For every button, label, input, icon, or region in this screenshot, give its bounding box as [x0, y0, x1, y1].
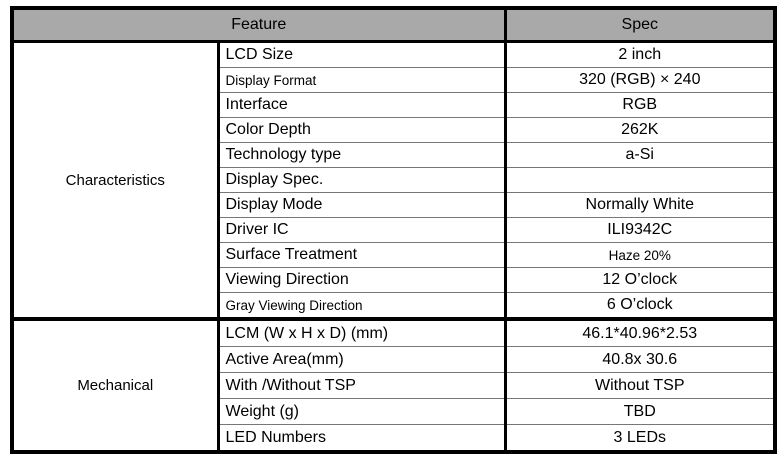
spec-cell: ILI9342C	[505, 218, 775, 243]
feature-cell: Interface	[218, 93, 505, 118]
spec-cell: 12 O’clock	[505, 268, 775, 293]
spec-cell: TBD	[505, 399, 775, 425]
feature-cell: Display Format	[218, 68, 505, 93]
header-row	[12, 8, 775, 42]
spec-cell: Without TSP	[505, 373, 775, 399]
feature-cell: Gray Viewing Direction	[218, 293, 505, 320]
spec-cell: 262K	[505, 118, 775, 143]
feature-cell: Driver IC	[218, 218, 505, 243]
feature-cell: Viewing Direction	[218, 268, 505, 293]
table-row	[12, 319, 775, 347]
feature-cell: Color Depth	[218, 118, 505, 143]
feature-cell: Display Mode	[218, 193, 505, 218]
spec-cell: 6 O’clock	[505, 293, 775, 320]
spec-cell: 46.1*40.96*2.53	[505, 319, 775, 347]
feature-cell: LCM (W x H x D) (mm)	[218, 319, 505, 347]
table-row	[12, 42, 775, 68]
feature-cell: LED Numbers	[218, 425, 505, 453]
spec-cell: 320 (RGB) × 240	[505, 68, 775, 93]
spec-cell: Normally White	[505, 193, 775, 218]
column-header-feature: Feature	[12, 8, 505, 42]
column-header-spec: Spec	[505, 8, 775, 42]
feature-cell: Surface Treatment	[218, 243, 505, 268]
spec-cell: a-Si	[505, 143, 775, 168]
feature-cell: LCD Size	[218, 42, 505, 68]
spec-cell: 2 inch	[505, 42, 775, 68]
spec-cell: Haze 20%	[505, 243, 775, 268]
spec-table	[10, 6, 777, 454]
feature-cell: Active Area(mm)	[218, 347, 505, 373]
spec-cell: 40.8x 30.6	[505, 347, 775, 373]
feature-cell: With /Without TSP	[218, 373, 505, 399]
feature-cell: Display Spec.	[218, 168, 505, 193]
feature-cell: Weight (g)	[218, 399, 505, 425]
section-label-mechanical: Mechanical	[12, 319, 218, 452]
spec-cell: RGB	[505, 93, 775, 118]
spec-cell	[505, 168, 775, 193]
spec-cell: 3 LEDs	[505, 425, 775, 453]
section-label-characteristics: Characteristics	[12, 42, 218, 320]
feature-cell: Technology type	[218, 143, 505, 168]
